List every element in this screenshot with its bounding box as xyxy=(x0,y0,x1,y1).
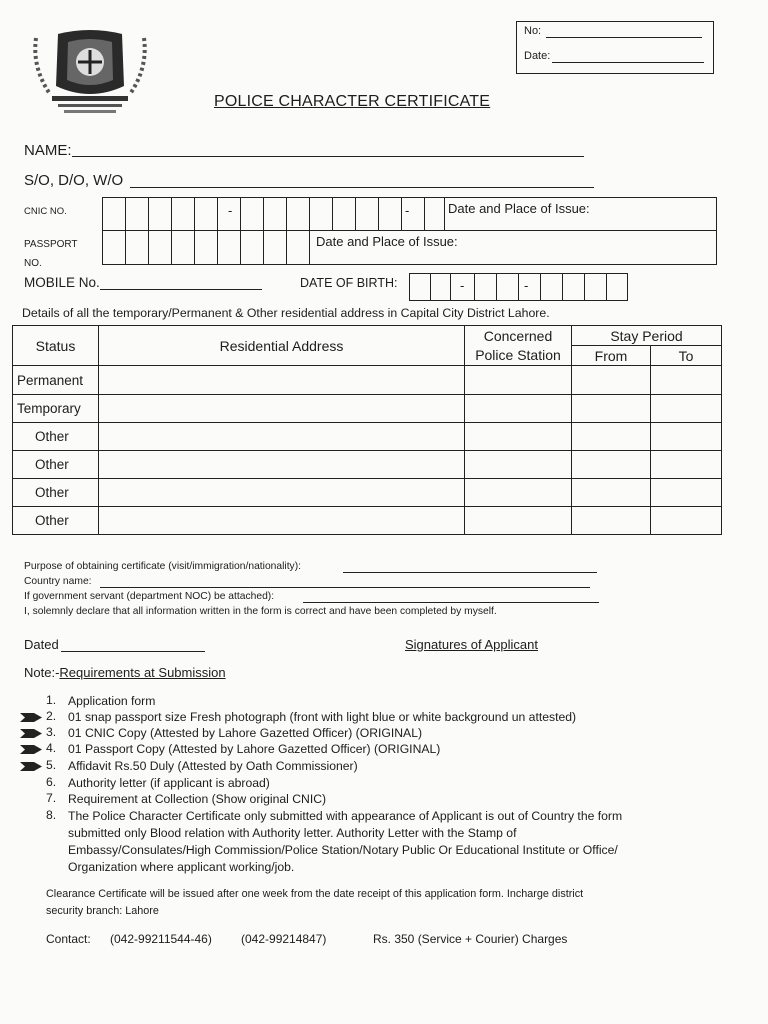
req-num: 4. xyxy=(46,741,57,755)
req-item: 01 CNIC Copy (Attested by Lahore Gazetted Officer) (ORIGINAL) xyxy=(68,726,423,740)
req-item: 01 Passport Copy (Attested by Lahore Gazetted Officer) (ORIGINAL) xyxy=(68,742,441,756)
note-title: Requirements at Submission xyxy=(59,665,226,680)
address-cell[interactable] xyxy=(99,451,465,479)
to-cell[interactable] xyxy=(651,395,722,423)
note-prefix: Note:- xyxy=(24,665,60,680)
from-cell[interactable] xyxy=(572,479,651,507)
passport-label: PASSPORT xyxy=(24,239,78,250)
address-cell[interactable] xyxy=(99,395,465,423)
cnic-dash-2: - xyxy=(405,203,410,218)
police-cell[interactable] xyxy=(465,395,572,423)
table-row xyxy=(13,479,722,507)
row-status-other: Other xyxy=(13,507,99,535)
name-label: NAME: xyxy=(24,142,72,159)
date-field[interactable] xyxy=(552,62,704,63)
address-intro: Details of all the temporary/Permanent & Other residential address in Capital City District Lahore. xyxy=(22,306,550,320)
status-header: Status xyxy=(13,326,99,366)
req-num: 8. xyxy=(46,808,57,822)
police-header-1: Concerned xyxy=(465,326,572,346)
cnic-dash-1: - xyxy=(228,203,233,218)
mobile-field[interactable] xyxy=(100,289,262,290)
signatures-label: Signatures of Applicant xyxy=(405,637,538,652)
contact-phone-2: (042-99214847) xyxy=(241,932,327,946)
no-label: No: xyxy=(524,25,542,37)
req-item: 01 snap passport size Fresh photograph (front with light blue or white background un attested) xyxy=(68,710,577,724)
passport-issue-label: Date and Place of Issue: xyxy=(316,234,458,249)
to-cell[interactable] xyxy=(651,507,722,535)
from-header: From xyxy=(572,346,651,366)
address-cell[interactable] xyxy=(99,423,465,451)
to-header: To xyxy=(651,346,722,366)
address-cell[interactable] xyxy=(99,507,465,535)
from-cell[interactable] xyxy=(572,507,651,535)
dated-label: Dated xyxy=(24,637,59,652)
clearance-note: Clearance Certificate will be issued after one week from the date receipt of this application form. Incharge district xyxy=(46,888,584,900)
govt-label: If government servant (department NOC) be attached): xyxy=(24,591,275,602)
table-row xyxy=(13,395,722,423)
to-cell[interactable] xyxy=(651,479,722,507)
from-cell[interactable] xyxy=(572,451,651,479)
dob-grid[interactable] xyxy=(409,273,628,301)
police-header-2: Police Station xyxy=(465,346,572,366)
passport-no-label: NO. xyxy=(24,258,42,269)
req-num: 6. xyxy=(46,775,57,789)
req-num: 3. xyxy=(46,725,57,739)
stay-period-header: Stay Period xyxy=(572,326,722,346)
arrow-bullet-icon xyxy=(20,712,42,723)
row-status-other: Other xyxy=(13,423,99,451)
purpose-field[interactable] xyxy=(343,572,597,573)
req-item-continued: submitted only Blood relation with Authority letter. Authority Letter with the Stamp of xyxy=(68,826,517,840)
solemn-declaration: I, solemnly declare that all information written in the form is correct and have been completed by myself. xyxy=(24,606,497,617)
cnic-grid[interactable] xyxy=(102,197,717,231)
mobile-label: MOBILE No. xyxy=(24,275,100,290)
cnic-label: CNIC NO. xyxy=(24,206,67,217)
govt-field[interactable] xyxy=(303,602,599,603)
to-cell[interactable] xyxy=(651,423,722,451)
residential-header: Residential Address xyxy=(99,326,465,366)
dob-label: DATE OF BIRTH: xyxy=(300,276,398,290)
police-emblem-logo xyxy=(28,28,152,124)
table-row xyxy=(13,507,722,535)
police-cell[interactable] xyxy=(465,451,572,479)
to-cell[interactable] xyxy=(651,451,722,479)
note-heading xyxy=(24,665,226,680)
police-cell[interactable] xyxy=(465,507,572,535)
country-label: Country name: xyxy=(24,576,92,587)
no-field[interactable] xyxy=(546,37,702,38)
address-cell[interactable] xyxy=(99,479,465,507)
req-num: 1. xyxy=(46,693,57,707)
dob-dash-1: - xyxy=(460,278,465,293)
police-cell[interactable] xyxy=(465,366,572,395)
req-item-continued: Organization where applicant working/job. xyxy=(68,860,295,874)
from-cell[interactable] xyxy=(572,395,651,423)
req-item: Authority letter (if applicant is abroad) xyxy=(68,776,270,790)
charges-text: Rs. 350 (Service + Courier) Charges xyxy=(373,932,568,946)
row-status-other: Other xyxy=(13,479,99,507)
police-cell[interactable] xyxy=(465,479,572,507)
purpose-label: Purpose of obtaining certificate (visit/immigration/nationality): xyxy=(24,561,301,572)
req-item-continued: Embassy/Consulates/High Commission/Police Station/Notary Public Or Educational Institute or Office/ xyxy=(68,843,618,857)
address-table xyxy=(12,325,722,535)
contact-label: Contact: xyxy=(46,932,91,946)
row-status-temporary: Temporary xyxy=(13,395,99,423)
country-field[interactable] xyxy=(100,587,590,588)
arrow-bullet-icon xyxy=(20,744,42,755)
dated-field[interactable] xyxy=(61,651,205,652)
police-cell[interactable] xyxy=(465,423,572,451)
page-title: POLICE CHARACTER CERTIFICATE xyxy=(214,93,491,110)
row-status-other: Other xyxy=(13,451,99,479)
req-num: 7. xyxy=(46,791,57,805)
to-cell[interactable] xyxy=(651,366,722,395)
table-row xyxy=(13,451,722,479)
dob-dash-2: - xyxy=(524,278,529,293)
relation-field[interactable] xyxy=(130,187,594,188)
date-label: Date: xyxy=(524,50,551,62)
from-cell[interactable] xyxy=(572,366,651,395)
from-cell[interactable] xyxy=(572,423,651,451)
cnic-issue-label: Date and Place of Issue: xyxy=(448,201,590,216)
arrow-bullet-icon xyxy=(20,728,42,739)
row-status-permanent: Permanent xyxy=(13,366,99,395)
name-field[interactable] xyxy=(72,156,584,157)
no-date-box xyxy=(516,21,714,74)
clearance-note-2: security branch: Lahore xyxy=(46,905,159,917)
relation-label: S/O, D/O, W/O xyxy=(24,172,124,189)
req-item: Application form xyxy=(68,694,156,708)
address-cell[interactable] xyxy=(99,366,465,395)
req-item: The Police Character Certificate only submitted with appearance of Applicant is out of Country the form xyxy=(68,809,623,823)
arrow-bullet-icon xyxy=(20,761,42,772)
table-row xyxy=(13,423,722,451)
contact-phone-1: (042-99211544-46) xyxy=(110,932,212,946)
req-num: 5. xyxy=(46,758,57,772)
table-row xyxy=(13,366,722,395)
req-item: Requirement at Collection (Show original CNIC) xyxy=(68,792,327,806)
req-item: Affidavit Rs.50 Duly (Attested by Oath Commissioner) xyxy=(68,759,358,773)
req-num: 2. xyxy=(46,709,57,723)
